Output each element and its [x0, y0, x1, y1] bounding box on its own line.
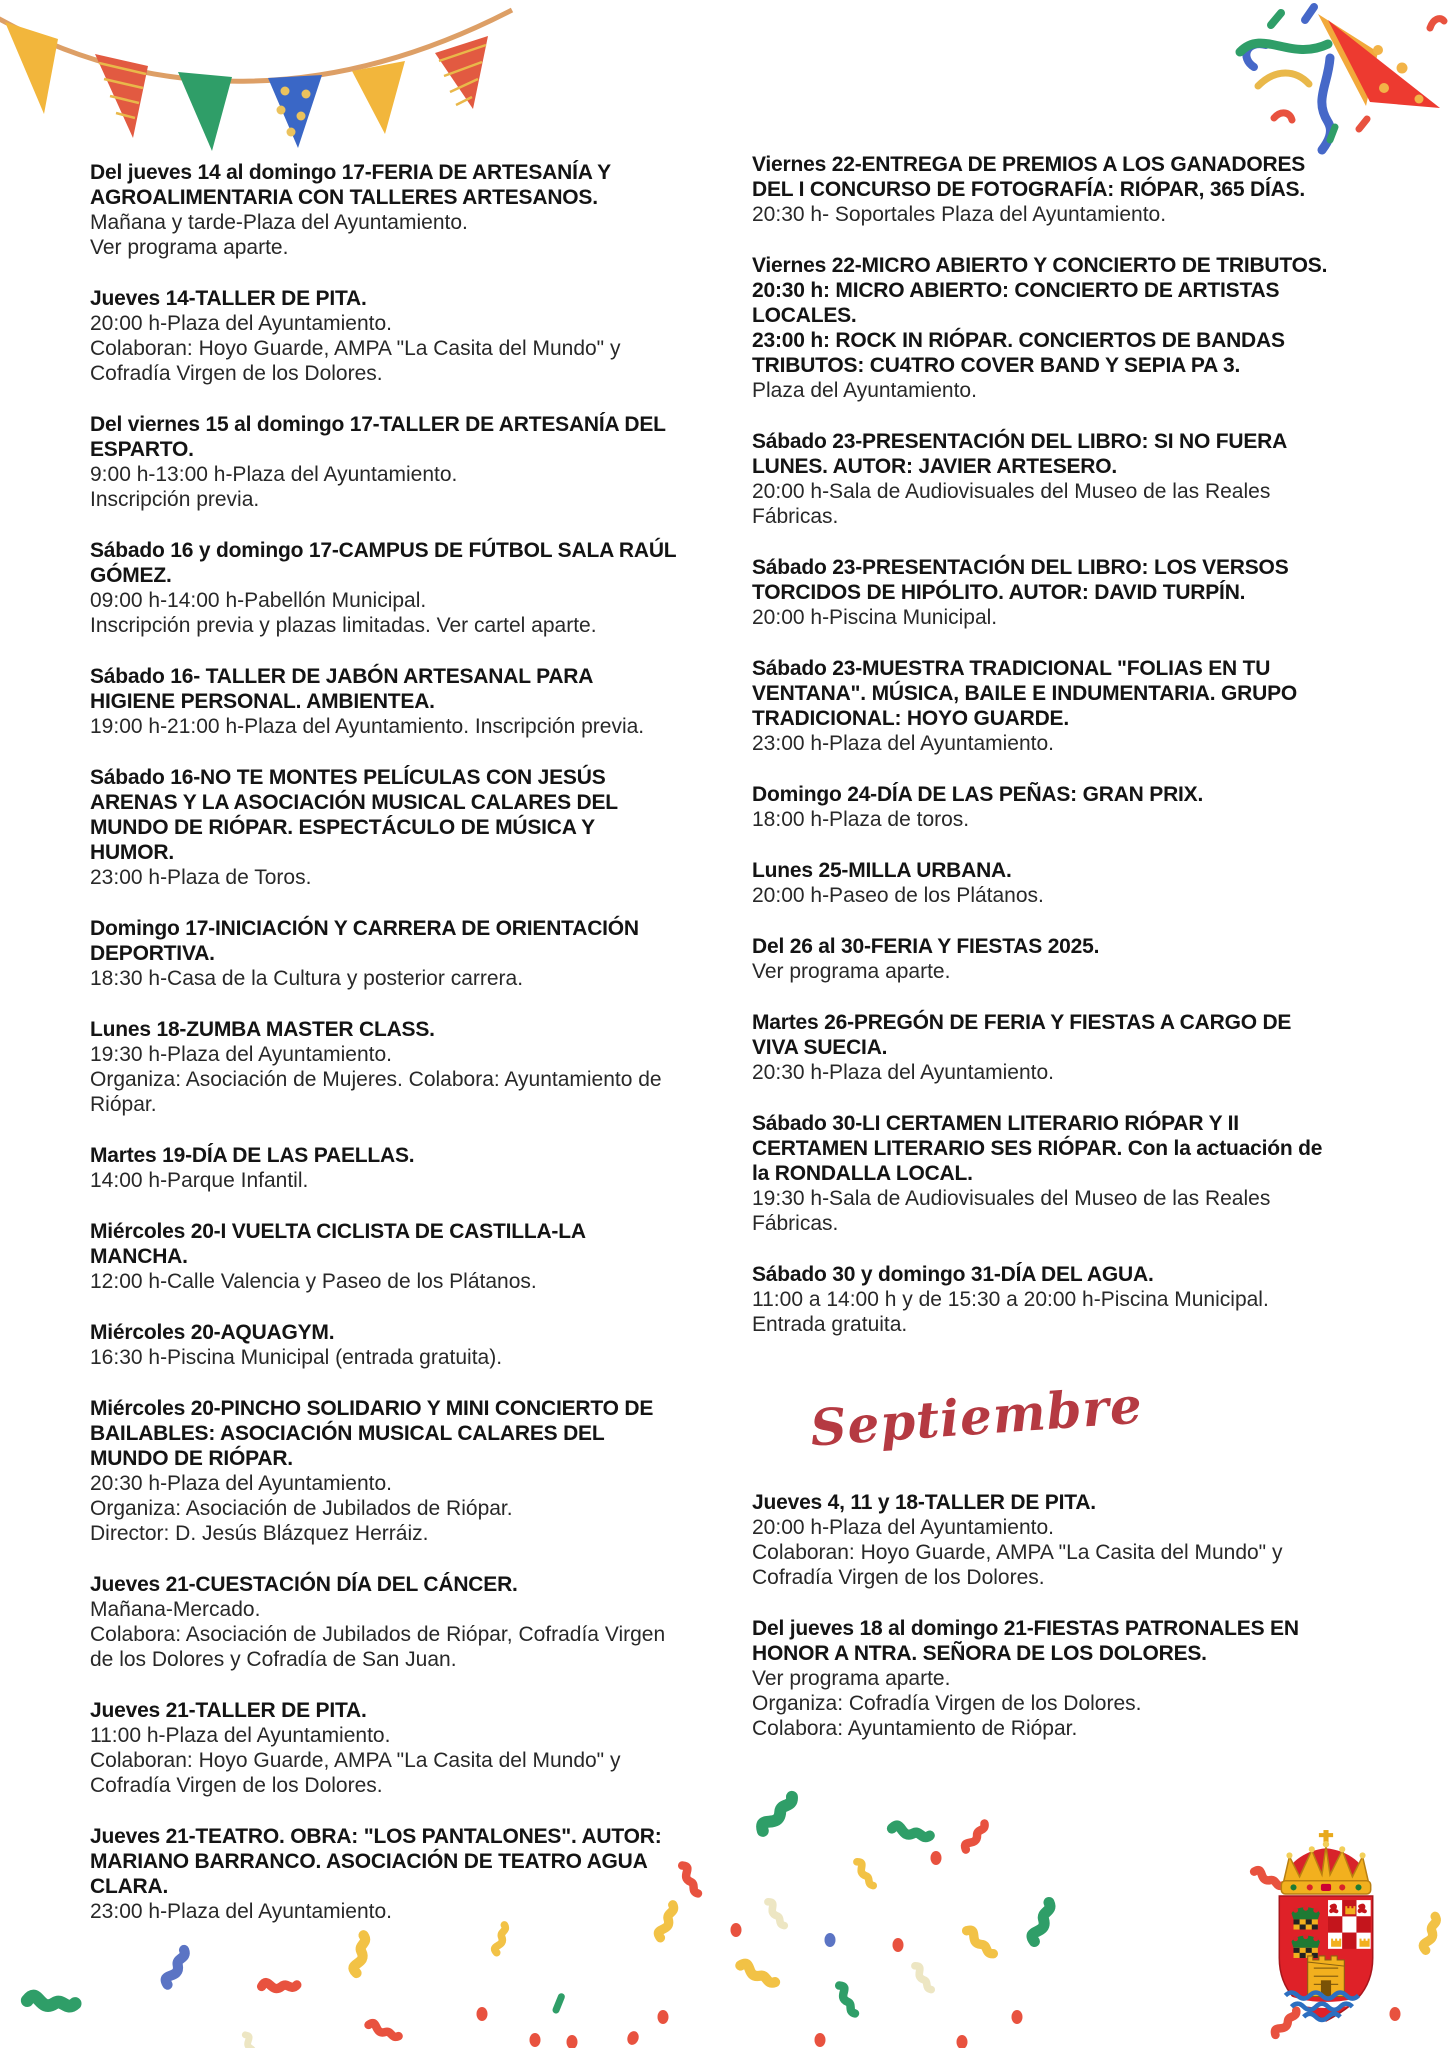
- event-item: [90, 664, 682, 739]
- event-title-line: Sábado 30 y domingo 31-DÍA DEL AGUA.: [752, 1263, 1154, 1286]
- confetti-piece: [262, 1978, 297, 1994]
- event-item: [752, 656, 1330, 756]
- event-item: [752, 1616, 1330, 1741]
- event-detail-line: 14:00 h-Parque Infantil.: [90, 1169, 309, 1192]
- confetti-piece: [756, 1797, 798, 1831]
- event-detail-line: Entrada gratuita.: [752, 1313, 908, 1336]
- event-detail-line: Ver programa aparte.: [752, 1666, 951, 1690]
- event-item: [90, 765, 682, 890]
- september-heading: Septiembre: [808, 1375, 1145, 1458]
- event-title-line: Del jueves 14 al domingo 17-FERIA DE ARTESANÍA Y AGROALIMENTARIA CON TALLERES ARTESANOS.: [90, 161, 611, 209]
- event-item: [90, 1572, 682, 1672]
- event-item: [90, 286, 682, 386]
- event-detail-line: 23:00 h-Plaza del Ayuntamiento.: [90, 1900, 392, 1923]
- confetti-piece: [768, 1899, 784, 1928]
- event-item: [90, 1396, 682, 1546]
- confetti-piece: [1012, 2010, 1023, 2024]
- event-detail-line: Inscripción previa y plazas limitadas. Ver cartel aparte.: [90, 614, 597, 637]
- event-item: [752, 253, 1330, 403]
- event-title-line: Martes 26-PREGÓN DE FERIA Y FIESTAS A CARGO DE VIVA SUECIA.: [752, 1011, 1292, 1059]
- event-detail-line: 9:00 h-13:00 h-Plaza del Ayuntamiento.: [90, 463, 458, 486]
- event-title-line: Sábado 30-LI CERTAMEN LITERARIO RIÓPAR Y II CERTAMEN LITERARIO SES RIÓPAR. Con la actuación de la RONDALLA LOCAL.: [752, 1112, 1323, 1185]
- events-september: [752, 1490, 1330, 1741]
- confetti-piece: [892, 1820, 930, 1844]
- event-detail-line: 19:30 h-Sala de Audiovisuales del Museo de las Reales Fábricas.: [752, 1187, 1271, 1235]
- event-detail-line: Colabora: Asociación de Jubilados de Riópar, Cofradía Virgen de los Dolores y Cofradía de San Juan.: [90, 1623, 666, 1671]
- confetti-piece: [893, 1938, 904, 1952]
- event-detail-line: 20:00 h-Sala de Audiovisuales del Museo de las Reales Fábricas.: [752, 480, 1271, 528]
- confetti-piece: [915, 1963, 931, 1992]
- confetti-piece: [931, 1851, 942, 1865]
- confetti-piece: [961, 1824, 990, 1850]
- event-item: [90, 1320, 682, 1370]
- confetti-piece: [967, 1926, 994, 1959]
- event-detail-line: 16:30 h-Piscina Municipal (entrada gratuita).: [90, 1346, 503, 1369]
- event-detail-line: Organiza: Asociación de Jubilados de Riópar.: [90, 1497, 513, 1520]
- event-detail-line: 18:00 h-Plaza de toros.: [752, 808, 970, 831]
- event-detail-line: Director: D. Jesús Blázquez Herráiz.: [90, 1522, 429, 1545]
- event-item: [752, 1262, 1330, 1337]
- event-title-line: Jueves 21-TALLER DE PITA.: [90, 1699, 367, 1722]
- event-title-line: Domingo 24-DÍA DE LAS PEÑAS: GRAN PRIX.: [752, 783, 1204, 806]
- confetti-piece: [1418, 1916, 1443, 1950]
- confetti-piece: [477, 2007, 488, 2021]
- event-item: [752, 1111, 1330, 1236]
- event-title-line: Sábado 23-MUESTRA TRADICIONAL "FOLIAS EN TU VENTANA". MÚSICA, BAILE E INDUMENTARIA. GRUPO TRADICIONAL: HOYO GUARDE.: [752, 657, 1298, 730]
- event-detail-line: Organiza: Cofradía Virgen de los Dolores.: [752, 1691, 1142, 1715]
- confetti-piece: [658, 2010, 669, 2024]
- event-detail-line: Ver programa aparte.: [90, 236, 289, 259]
- confetti-piece: [825, 1933, 836, 1947]
- confetti-piece: [530, 2033, 541, 2047]
- event-detail-line: 23:00 h-Plaza de Toros.: [90, 866, 312, 889]
- event-title-line: 20:30 h: MICRO ABIERTO: CONCIERTO DE ARTISTAS LOCALES.: [752, 279, 1280, 327]
- confetti-piece: [567, 2035, 578, 2048]
- events-august-right: [752, 152, 1330, 1337]
- event-detail-line: Inscripción previa.: [90, 488, 260, 511]
- event-title-line: Jueves 4, 11 y 18-TALLER DE PITA.: [752, 1490, 1096, 1514]
- event-title-line: Miércoles 20-AQUAGYM.: [90, 1321, 335, 1344]
- event-title-line: Viernes 22-MICRO ABIERTO Y CONCIERTO DE TRIBUTOS.: [752, 254, 1328, 277]
- confetti-piece: [857, 1859, 873, 1888]
- event-item: [752, 555, 1330, 630]
- event-detail-line: 12:00 h-Calle Valencia y Paseo de los Plátanos.: [90, 1270, 537, 1293]
- event-title-line: Miércoles 20-PINCHO SOLIDARIO Y MINI CONCIERTO DE BAILABLES: ASOCIACIÓN MUSICAL CALARES DEL MUNDO DE RIÓPAR.: [90, 1397, 654, 1470]
- confetti-piece: [27, 1989, 75, 2015]
- event-title-line: Del 26 al 30-FERIA Y FIESTAS 2025.: [752, 935, 1100, 958]
- event-title-line: Sábado 16- TALLER DE JABÓN ARTESANAL PARA HIGIENE PERSONAL. AMBIENTEA.: [90, 665, 593, 713]
- confetti-piece: [682, 1863, 698, 1895]
- event-title-line: Miércoles 20-I VUELTA CICLISTA DE CASTILLA-LA MANCHA.: [90, 1220, 586, 1268]
- event-title-line: Lunes 18-ZUMBA MASTER CLASS.: [90, 1018, 435, 1041]
- event-item: [752, 152, 1330, 227]
- event-item: [90, 1017, 682, 1117]
- event-detail-line: 19:30 h-Plaza del Ayuntamiento.: [90, 1043, 392, 1066]
- event-detail-line: Organiza: Asociación de Mujeres. Colabora: Ayuntamiento de Riópar.: [90, 1068, 662, 1116]
- confetti-piece: [957, 2035, 968, 2048]
- confetti-piece: [731, 1923, 742, 1937]
- event-detail-line: Ver programa aparte.: [752, 960, 951, 983]
- confetti-piece: [245, 2034, 256, 2048]
- confetti-piece: [625, 2030, 640, 2047]
- event-title-line: Sábado 16-NO TE MONTES PELÍCULAS CON JESÚS ARENAS Y LA ASOCIACIÓN MUSICAL CALARES DEL MUNDO DE RIÓPAR. ESPECTÁCULO DE MÚSICA Y HUMOR.: [90, 766, 618, 864]
- confetti-piece: [740, 1958, 775, 1989]
- event-detail-line: Plaza del Ayuntamiento.: [752, 379, 977, 402]
- event-title-line: Viernes 22-ENTREGA DE PREMIOS A LOS GANADORES DEL I CONCURSO DE FOTOGRAFÍA: RIÓPAR, 365 DÍAS.: [752, 153, 1306, 201]
- event-item: [90, 916, 682, 991]
- event-item: [90, 1219, 682, 1294]
- event-detail-line: 20:00 h-Piscina Municipal.: [752, 606, 998, 629]
- event-title-line: Jueves 21-TEATRO. OBRA: "LOS PANTALONES". AUTOR: MARIANO BARRANCO. ASOCIACIÓN DE TEATRO AGUA CLARA.: [90, 1825, 662, 1898]
- confetti-piece: [1026, 1902, 1058, 1941]
- confetti-piece: [839, 1983, 855, 2015]
- event-title-line: Lunes 25-MILLA URBANA.: [752, 859, 1012, 882]
- event-title-line: Sábado 23-PRESENTACIÓN DEL LIBRO: LOS VERSOS TORCIDOS DE HIPÓLITO. AUTOR: DAVID TURPÍN.: [752, 556, 1289, 604]
- event-detail-line: 11:00 h-Plaza del Ayuntamiento.: [90, 1724, 391, 1747]
- event-detail-line: 19:00 h-21:00 h-Plaza del Ayuntamiento. Inscripción previa.: [90, 715, 645, 738]
- event-item: [752, 858, 1330, 908]
- events-column-right: [752, 152, 1330, 1767]
- event-detail-line: 23:00 h-Plaza del Ayuntamiento.: [752, 732, 1054, 755]
- event-detail-line: 20:30 h- Soportales Plaza del Ayuntamiento.: [752, 203, 1167, 226]
- event-item: [90, 1143, 682, 1193]
- event-item: [90, 160, 682, 260]
- riopar-coat-of-arms: [1264, 1828, 1388, 2026]
- event-title-line: Jueves 14-TALLER DE PITA.: [90, 287, 367, 310]
- party-popper-icon: [1178, 0, 1448, 165]
- event-detail-line: Mañana-Mercado.: [90, 1598, 261, 1621]
- event-item: [752, 1010, 1330, 1085]
- event-detail-line: Mañana y tarde-Plaza del Ayuntamiento.: [90, 211, 468, 234]
- event-item: [90, 1824, 682, 1924]
- confetti-piece: [369, 2018, 399, 2042]
- event-detail-line: 20:30 h-Plaza del Ayuntamiento.: [752, 1061, 1054, 1084]
- event-detail-line: Colaboran: Hoyo Guarde, AMPA "La Casita del Mundo" y Cofradía Virgen de los Dolores.: [90, 1749, 621, 1797]
- event-title-line: Del jueves 18 al domingo 21-FIESTAS PATRONALES EN HONOR A NTRA. SEÑORA DE LOS DOLORES.: [752, 1616, 1299, 1665]
- event-detail-line: 18:30 h-Casa de la Cultura y posterior carrera.: [90, 967, 524, 990]
- event-title-line: Sábado 16 y domingo 17-CAMPUS DE FÚTBOL SALA RAÚL GÓMEZ.: [90, 539, 677, 587]
- event-item: [752, 782, 1330, 832]
- events-column-august-left: [90, 160, 682, 1950]
- event-detail-line: 20:30 h-Plaza del Ayuntamiento.: [90, 1472, 392, 1495]
- event-detail-line: Colaboran: Hoyo Guarde, AMPA "La Casita del Mundo" y Cofradía Virgen de los Dolores.: [90, 337, 621, 385]
- event-detail-line: 20:00 h-Plaza del Ayuntamiento.: [752, 1515, 1054, 1539]
- event-title-line: Martes 19-DÍA DE LAS PAELLAS.: [90, 1144, 415, 1167]
- event-detail-line: 20:00 h-Plaza del Ayuntamiento.: [90, 312, 392, 335]
- event-detail-line: 20:00 h-Paseo de los Plátanos.: [752, 884, 1044, 907]
- event-item: [90, 538, 682, 638]
- event-title-line: 23:00 h: ROCK IN RIÓPAR. CONCIERTOS DE BANDAS TRIBUTOS: CU4TRO COVER BAND Y SEPIA PA 3.: [752, 329, 1285, 377]
- event-item: [90, 412, 682, 512]
- event-item: [752, 1490, 1330, 1590]
- event-title-line: Jueves 21-CUESTACIÓN DÍA DEL CÁNCER.: [90, 1573, 518, 1596]
- event-detail-line: Colabora: Ayuntamiento de Riópar.: [752, 1716, 1078, 1740]
- event-detail-line: 11:00 a 14:00 h y de 15:30 a 20:00 h-Piscina Municipal.: [752, 1288, 1269, 1311]
- event-item: [752, 934, 1330, 984]
- event-item: [752, 429, 1330, 529]
- event-title-line: Del viernes 15 al domingo 17-TALLER DE ARTESANÍA DEL ESPARTO.: [90, 413, 666, 461]
- event-title-line: Domingo 17-INICIACIÓN Y CARRERA DE ORIENTACIÓN DEPORTIVA.: [90, 917, 639, 965]
- confetti-piece: [815, 2033, 826, 2047]
- event-detail-line: 09:00 h-14:00 h-Pabellón Municipal.: [90, 589, 427, 612]
- confetti-piece: [556, 1996, 561, 2010]
- confetti-piece: [160, 1950, 191, 1985]
- confetti-piece: [1390, 2007, 1401, 2021]
- event-detail-line: Colaboran: Hoyo Guarde, AMPA "La Casita del Mundo" y Cofradía Virgen de los Dolores.: [752, 1540, 1283, 1589]
- bunting-decoration-icon: [0, 6, 515, 156]
- event-title-line: Sábado 23-PRESENTACIÓN DEL LIBRO: SI NO FUERA LUNES. AUTOR: JAVIER ARTESERO.: [752, 430, 1287, 478]
- event-item: [90, 1698, 682, 1798]
